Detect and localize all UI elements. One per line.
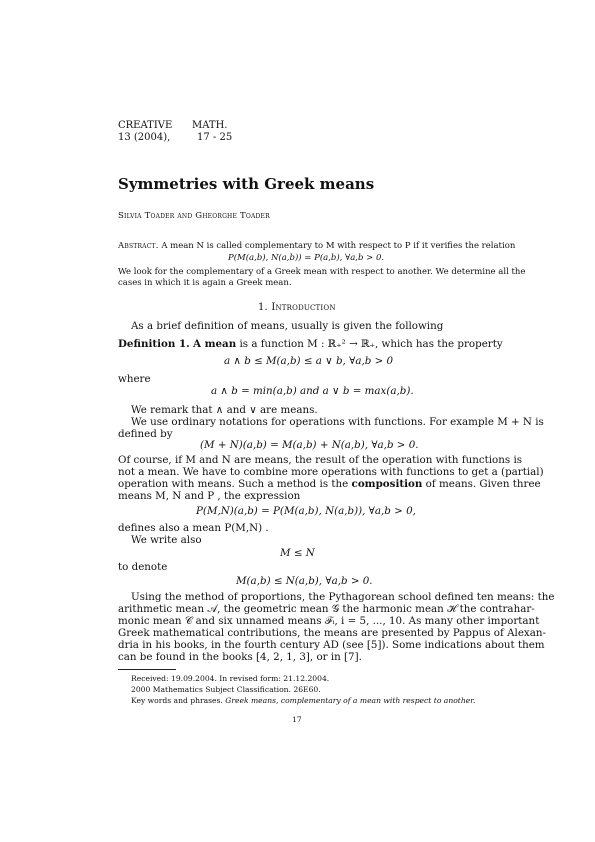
authors: Silvia Toader and Gheorghe Toader: [118, 211, 270, 221]
volume-year: 13 (2004),: [118, 132, 171, 143]
abstract-formula: P(M(a,b), N(a,b)) = P(a,b), ∀a,b > 0.: [228, 253, 385, 263]
keywords-label: Key words and phrases.: [131, 696, 223, 705]
paragraph-6-line-3: monic mean 𝒞 and six unnamed means ℱᵢ, i = 5, ..., 10. As many other important: [118, 615, 540, 627]
leq-definition-formula: M(a,b) ≤ N(a,b), ∀a,b > 0.: [236, 575, 373, 587]
paragraph-6-line-1: Using the method of proportions, the Pythagorean school defined ten means: the: [131, 591, 555, 603]
sum-formula: (M + N)(a,b) = M(a,b) + N(a,b), ∀a,b > 0.: [200, 439, 419, 451]
paragraph-3-line-1: Of course, if M and N are means, the result of the operation with functions is: [118, 454, 523, 466]
intro-text: As a brief definition of means, usually is given the following: [131, 320, 444, 332]
abstract-label: Abstract.: [118, 241, 159, 251]
received-date: Received: 19.09.2004. In revised form: 21.12.2004.: [131, 674, 330, 683]
composition-formula: P(M,N)(a,b) = P(M(a,b), N(a,b)), ∀a,b > 0,: [196, 505, 416, 517]
page-number: 17: [292, 715, 302, 724]
paragraph-2-line-1: We use ordinary notations for operations with functions. For example M + N is: [131, 416, 544, 428]
paragraph-3-line-2: not a mean. We have to combine more operations with functions to get a (partial): [118, 466, 544, 478]
footnote-divider: [118, 669, 176, 670]
abstract-line-1: [118, 241, 515, 251]
msc-classification: 2000 Mathematics Subject Classification. 26E60.: [131, 685, 321, 694]
definition-formula: a ∧ b ≤ M(a,b) ≤ a ∨ b, ∀a,b > 0: [224, 355, 394, 367]
keywords: [131, 696, 475, 705]
to-denote-text: to denote: [118, 561, 168, 573]
definition-1: [118, 338, 503, 351]
paper-title: Symmetries with Greek means: [118, 175, 375, 193]
min-max-formula: a ∧ b = min(a,b) and a ∨ b = max(a,b).: [211, 385, 414, 397]
paragraph-6-line-6: can be found in the books [4, 2, 1, 3], or in [7].: [118, 651, 362, 663]
where-text: where: [118, 373, 151, 385]
paragraph-3-line-4: means M, N and P , the expression: [118, 490, 301, 502]
definition-term: A mean: [193, 338, 237, 350]
remark-text: We remark that ∧ and ∨ are means.: [131, 404, 318, 416]
keywords-text: Greek means, complementary of a mean with respect to another.: [225, 696, 476, 705]
paragraph-6-line-5: dria in his books, in the fourth century AD (see [5]). Some indications about them: [118, 639, 545, 651]
paragraph-3-post: of means. Given three: [425, 478, 541, 490]
paragraph-5: We write also: [131, 534, 202, 546]
paragraph-3-pre: operation with means. Such a method is the: [118, 478, 349, 490]
definition-label: Definition 1.: [118, 338, 190, 350]
paragraph-3-line-3: [118, 478, 541, 491]
paragraph-6-line-4: Greek mathematical contributions, the means are presented by Pappus of Alexan-: [118, 627, 546, 639]
paragraph-6-line-2: arithmetic mean 𝒜, the geometric mean 𝒢 the harmonic mean ℋ the contrahar-: [118, 603, 535, 615]
definition-text: is a function M : ℝ₊² → ℝ₊, which has the property: [239, 338, 503, 350]
section-heading: 1. Introduction: [258, 302, 336, 313]
paragraph-4: defines also a mean P(M,N) .: [118, 522, 269, 534]
composition-term: composition: [351, 478, 423, 490]
paragraph-2-line-2: defined by: [118, 428, 173, 440]
abstract-text-1: A mean N is called complementary to M with respect to P if it verifies the relation: [161, 241, 516, 251]
page-range: 17 - 25: [197, 132, 233, 143]
abstract-text-2: We look for the complementary of a Greek mean with respect to another. We determine all the: [118, 267, 526, 277]
leq-formula: M ≤ N: [280, 547, 315, 559]
journal-name-2: MATH.: [192, 120, 228, 131]
abstract-text-3: cases in which it is again a Greek mean.: [118, 278, 292, 288]
journal-name: CREATIVE: [118, 120, 173, 131]
